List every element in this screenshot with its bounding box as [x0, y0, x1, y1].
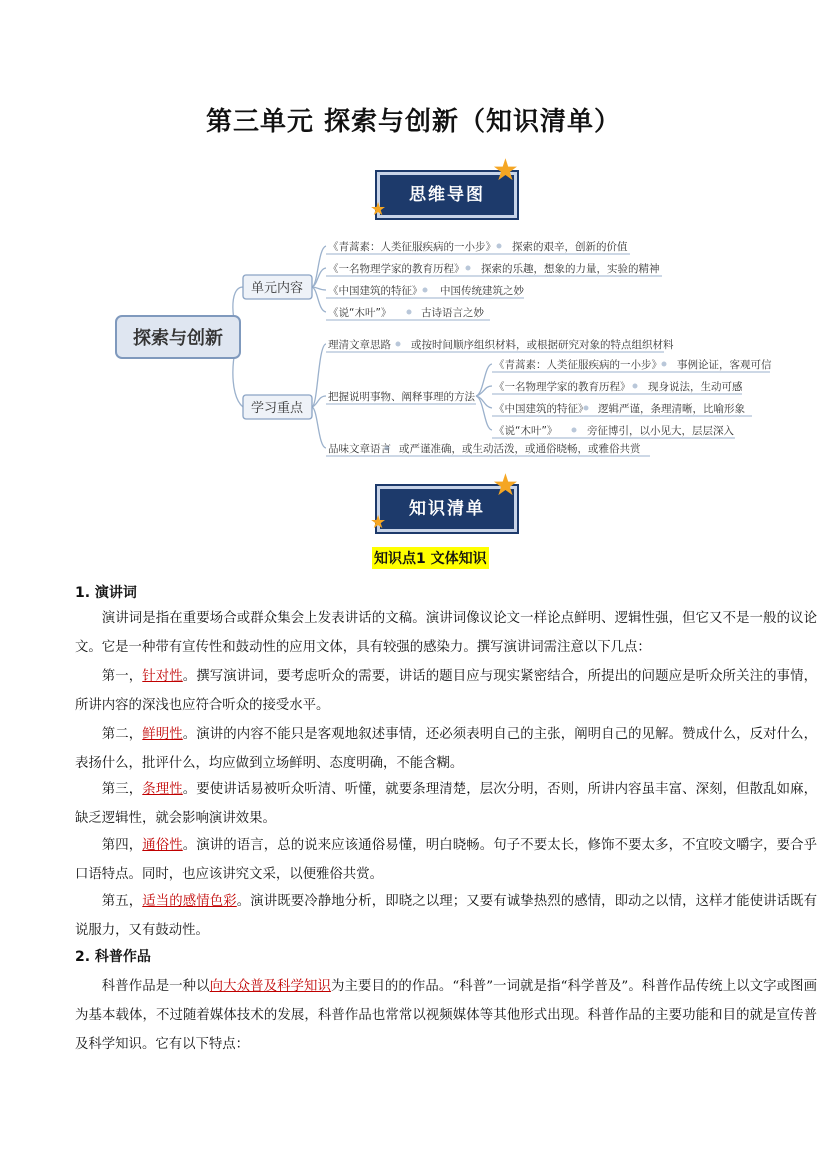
mm-item: 《说“木叶”》 — [328, 307, 392, 319]
key-term: 适当的感情色彩 — [142, 894, 237, 909]
paragraph: 科普作品是一种以向大众普及科学知识为主要目的的作品。“科普”一词就是指“科学普及”。科普作品传统上以文字或图画为基本载体，不过随着媒体技术的发展，科普作品也常常以视频媒体等其他形式出现。科普作品的主要功能和目的就是宣传普及科学知识。它有以下特点： — [75, 979, 818, 1052]
paragraph: 第五，适当的感情色彩。演讲既要冷静地分析，即晓之以理；又要有诚挚热烈的感情，即动之以情，这样才能使讲话既有说服力，又有鼓动性。 — [75, 894, 818, 938]
mm-item: 《说“木叶”》 — [494, 425, 558, 437]
mindmap-root-label: 探索与创新 — [133, 328, 223, 349]
knowledge-banner: 知识清单 — [377, 486, 517, 532]
paragraph: 第四，通俗性。演讲的语言，总的说来应该通俗易懂，明白晓畅。句子不要太长，修饰不要太多，不宜咬文嚼字，要合乎口语特点。同时，也应该讲究文采，以便雅俗共赏。 — [75, 838, 818, 882]
branch-study-focus: 学习重点 — [250, 401, 304, 416]
mm-item: 现身说法，生动可感 — [648, 381, 743, 393]
mm-item: 《中国建筑的特征》 — [494, 403, 589, 415]
mm-item: 《青蒿素：人类征服疾病的一小步》 — [328, 241, 496, 253]
key-term: 向大众普及科学知识 — [209, 979, 331, 994]
paragraph: 第二，鲜明性。演讲的内容不能只是客观地叙述事情，还必须表明自己的主张，阐明自己的见解。赞成什么，反对什么，表扬什么，批评什么，均应做到立场鲜明、态度明确，不能含糊。 — [75, 727, 818, 771]
mm-item: 探索的乐趣，想象的力量，实验的精神 — [481, 263, 660, 275]
star-icon: ★ — [370, 199, 387, 220]
key-term: 针对性 — [142, 669, 183, 684]
key-term: 鲜明性 — [142, 727, 183, 742]
mm-item: 或按时间顺序组织材料，或根据研究对象的特点组织材料 — [411, 339, 674, 351]
paragraph: 演讲词是指在重要场合或群众集会上发表讲话的文稿。演讲词像议论文一样论点鲜明、逻辑性强，但它又不是一般的议论文。它是一种带有宣传性和鼓动性的应用文体，具有较强的感染力。撰写演讲词需注意以下几点： — [75, 611, 817, 655]
section-heading: 1. 演讲词 — [75, 585, 137, 601]
mm-item: 品味文章语言 — [328, 443, 391, 455]
key-term: 通俗性 — [142, 838, 183, 853]
mm-item: 《一名物理学家的教育历程》 — [328, 263, 465, 275]
star-icon: ★ — [370, 512, 387, 533]
mm-item: 把握说明事物、阐释事理的方法 — [328, 391, 475, 403]
branch-unit-content: 单元内容 — [250, 281, 304, 296]
paragraph: 第三，条理性。要使讲话易被听众听清、听懂，就要条理清楚，层次分明，否则，所讲内容虽丰富、深刻，但散乱如麻，缺乏逻辑性，就会影响演讲效果。 — [75, 782, 818, 826]
mm-item: 或严谨准确，或生动活泼，或通俗晓畅，或雅俗共赏 — [399, 443, 641, 455]
mm-item: 《中国建筑的特征》 — [328, 285, 423, 297]
mm-item: 中国传统建筑之妙 — [440, 285, 524, 297]
knowledge-point-heading: 知识点1 文体知识 — [372, 547, 489, 569]
mm-item: 探索的艰辛，创新的价值 — [512, 241, 628, 253]
mm-item: 逻辑严谨，条理清晰，比喻形象 — [598, 403, 745, 415]
mm-item: 《青蒿素：人类征服疾病的一小步》 — [494, 359, 662, 371]
star-icon: ★ — [492, 468, 519, 503]
page-title: 第三单元 探索与创新（知识清单） — [205, 107, 622, 137]
mm-item: 理清文章思路 — [328, 339, 391, 351]
section-heading: 2. 科普作品 — [75, 949, 151, 965]
mind-map — [0, 225, 827, 465]
mindmap-banner: 思维导图 — [377, 172, 517, 218]
key-term: 条理性 — [142, 782, 183, 797]
mm-item: 古诗语言之妙 — [421, 307, 484, 319]
paragraph: 第一，针对性。撰写演讲词，要考虑听众的需要，讲话的题目应与现实紧密结合，所提出的问题应是听众所关注的事情，所讲内容的深浅也应符合听众的接受水平。 — [75, 669, 818, 713]
star-icon: ★ — [492, 153, 519, 188]
mm-item: 事例论证，客观可信 — [677, 359, 772, 371]
mm-item: 《一名物理学家的教育历程》 — [494, 381, 631, 393]
mm-item: 旁征博引，以小见大，层层深入 — [587, 425, 734, 437]
